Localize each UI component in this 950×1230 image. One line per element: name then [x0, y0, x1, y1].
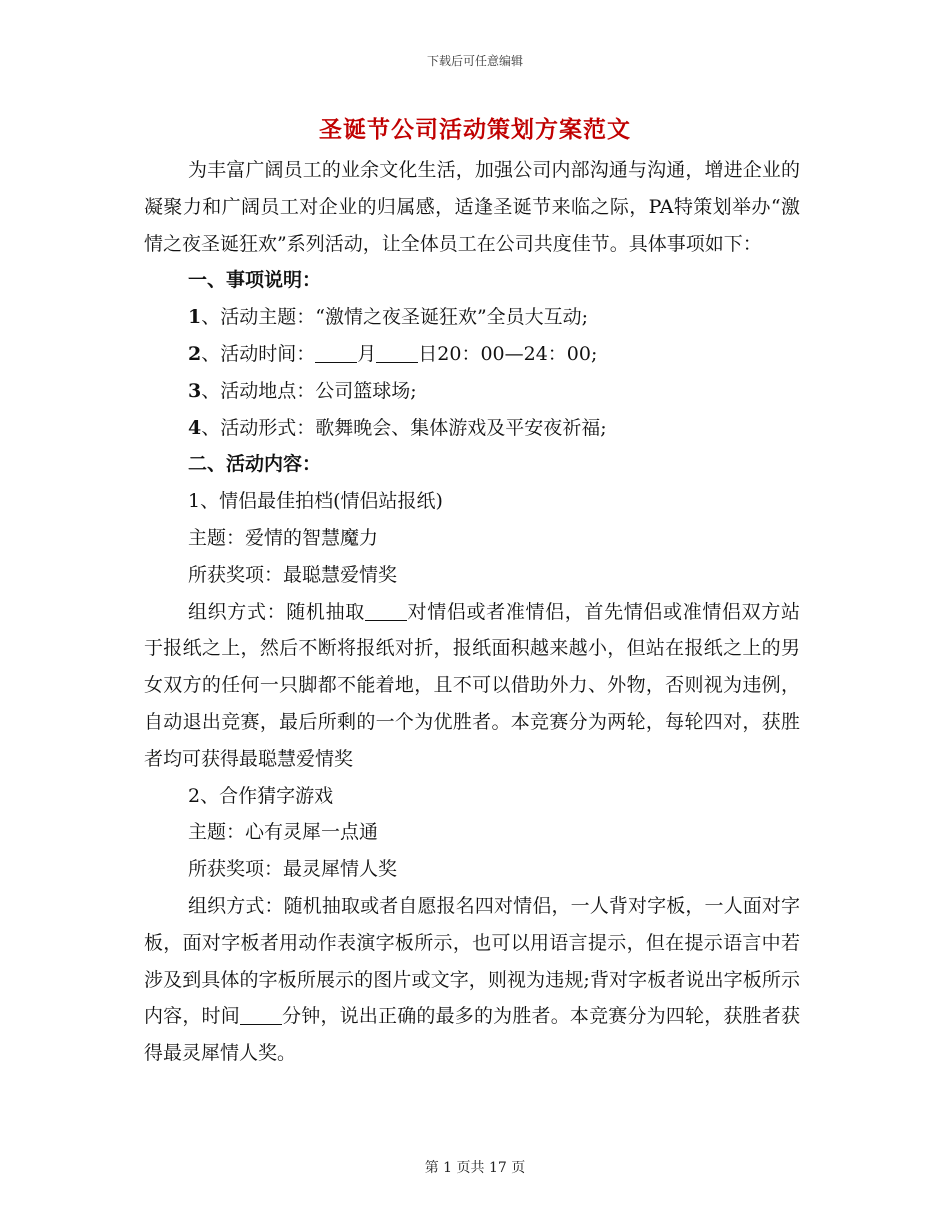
- section-heading-1: 一、事项说明：: [188, 269, 322, 292]
- list-item: [144, 410, 800, 447]
- blank-field: [315, 343, 357, 363]
- item-text: 、活动地点：公司篮球场;: [201, 379, 417, 402]
- item-text: 、活动时间：: [201, 342, 316, 365]
- method-text: 组织方式：随机抽取或者自愿报名四对情侣，一人背对字板，一人面对字板，面对字板者用动作表演字板所示，也可以用语言提示，但在提示语言中若涉及到具体的字板所展示的图片或文字，则视为违规;背对字板者说出字板所示内容，时间: [144, 894, 800, 1028]
- blank-field: [240, 1005, 282, 1025]
- document-body: [144, 152, 800, 1072]
- list-item: [144, 373, 800, 410]
- item-number: 1: [188, 306, 202, 329]
- game-method: [144, 888, 800, 1072]
- list-item: [144, 336, 800, 373]
- game-theme: 主题：爱情的智慧魔力: [188, 526, 379, 549]
- method-text: 对情侣或者准情侣，首先情侣或准情侣双方站于报纸之上，然后不断将报纸对折，报纸面积越来越小，但站在报纸之上的男女双方的任何一只脚都不能着地，且不可以借助外力、外物，否则视为违例，自动退出竞赛，最后所剩的一个为优胜者。本竞赛分为两轮，每轮四对，获胜者均可获得最聪慧爱情奖: [144, 600, 800, 770]
- header-note: 下载后可任意编辑: [426, 54, 523, 68]
- item-number: 3: [188, 379, 202, 402]
- item-text: 、活动形式：歌舞晚会、集体游戏及平安夜祈福;: [201, 416, 607, 439]
- intro-paragraph: 为丰富广阔员工的业余文化生活，加强公司内部沟通与沟通，增进企业的凝聚力和广阔员工对企业的归属感，适逢圣诞节来临之际，PA特策划举办“激情之夜圣诞狂欢”系列活动，让全体员工在公司共度佳节。具体事项如下：: [144, 159, 800, 255]
- game-award: 所获奖项：最灵犀情人奖: [188, 858, 398, 881]
- item-text: 月: [357, 342, 377, 365]
- blank-field: [376, 343, 418, 363]
- game-method: [144, 594, 800, 778]
- game-theme: 主题：心有灵犀一点通: [188, 821, 379, 844]
- item-text: 日20：00—24：00;: [418, 342, 598, 365]
- method-text: 分钟，说出正确的最多的为胜者。本竞赛分为四轮，获胜者获得最灵犀情人奖。: [144, 1005, 800, 1065]
- item-number: 4: [188, 416, 202, 439]
- game-title: 1、情侣最佳拍档(情侣站报纸): [188, 490, 443, 513]
- page-footer: 第 1 页共 17 页: [424, 1160, 526, 1176]
- item-text: 、活动主题：“激情之夜圣诞狂欢”全员大互动;: [201, 306, 589, 329]
- item-number: 2: [188, 342, 202, 365]
- section-heading-2: 二、活动内容：: [188, 453, 322, 476]
- document-title: 圣诞节公司活动策划方案范文: [319, 116, 631, 143]
- game-title: 2、合作猜字游戏: [188, 784, 334, 807]
- game-award: 所获奖项：最聪慧爱情奖: [188, 563, 398, 586]
- list-item: [144, 299, 800, 336]
- method-text: 组织方式：随机抽取: [188, 600, 365, 623]
- blank-field: [365, 601, 407, 621]
